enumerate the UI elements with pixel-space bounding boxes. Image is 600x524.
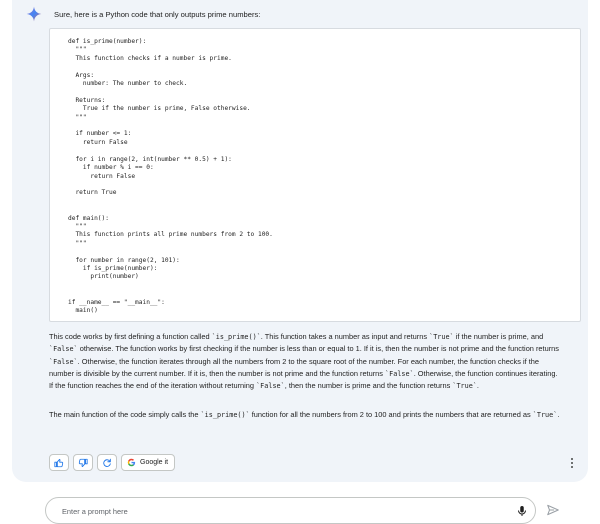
google-icon <box>127 458 136 467</box>
text-run: if the number is prime, and <box>453 332 544 341</box>
inline-code: `True` <box>452 382 477 391</box>
text-run: function for all the numbers from 2 to 100 and prints the numbers that are returned as <box>249 410 533 419</box>
response-actions <box>49 454 175 471</box>
send-icon[interactable] <box>546 503 560 517</box>
google-it-button[interactable] <box>121 454 175 471</box>
inline-code: `is_prime()` <box>211 333 261 341</box>
text-run: . <box>476 381 479 391</box>
summary-paragraph <box>49 409 561 421</box>
inline-code: `False` <box>49 345 78 354</box>
inline-code: `False` <box>385 369 414 378</box>
thumbs-up-button[interactable] <box>49 454 69 471</box>
regenerate-icon <box>102 458 112 468</box>
code-block[interactable] <box>49 28 581 322</box>
explanation-paragraph <box>49 331 561 392</box>
text-run: . Otherwise, the function iterates through all the numbers from 2 to the square root of the number. For each number, the function checks if the number is divisible by the current number. If it is, then the number is not prime and the function returns <box>49 356 539 378</box>
prompt-bar <box>45 497 536 524</box>
text-run: otherwise. The function works by first checking if the number is less than or equal to 1. If it is, then the number is not prime and the function returns <box>77 344 559 354</box>
regenerate-button[interactable] <box>97 454 117 471</box>
prompt-input[interactable] <box>62 505 492 517</box>
response-intro: Sure, here is a Python code that only outputs prime numbers: <box>54 9 261 19</box>
text-run: , then the number is prime and the function returns <box>284 381 453 391</box>
gemini-sparkle-icon <box>26 6 42 22</box>
code-content: def is_prime(number): """ This function checks if a number is prime. Args: number: The number to check. Returns: True if the number is prime, False otherwise. """ if number <= 1: return False for i in range(2, int(number ** 0.5) + 1): if number % i == 0: return False return True def main(): """ This function prints all prime numbers from 2 to 100. """ for number in range(2, 101): if is_prime(number): print(number) if __name__ == "__main__": main() <box>68 38 273 314</box>
thumbs-down-icon <box>78 458 88 468</box>
inline-code: `True` <box>532 411 558 419</box>
text-run: . This function takes a number as input and returns <box>260 332 430 341</box>
more-vert-icon <box>571 466 573 468</box>
response-card <box>12 0 588 482</box>
more-options-button[interactable] <box>566 456 578 470</box>
inline-code: `is_prime()` <box>200 411 250 419</box>
response-header <box>26 6 260 22</box>
more-vert-icon <box>571 462 573 464</box>
inline-code: `False` <box>256 382 285 391</box>
inline-code: `True` <box>429 333 454 341</box>
thumbs-up-icon <box>54 458 64 468</box>
text-run: The main function of the code simply calls the <box>49 410 201 419</box>
microphone-icon[interactable] <box>516 504 528 518</box>
text-run: This code works by first defining a function called <box>49 332 212 341</box>
thumbs-down-button[interactable] <box>73 454 93 471</box>
inline-code: `False` <box>49 357 78 366</box>
text-run: . <box>557 410 560 419</box>
google-it-label: Google it <box>140 459 169 466</box>
text-run: . Otherwise, the function continues iterating. If the function reaches the end of the iteration without returning <box>49 368 558 391</box>
more-vert-icon <box>571 458 573 460</box>
